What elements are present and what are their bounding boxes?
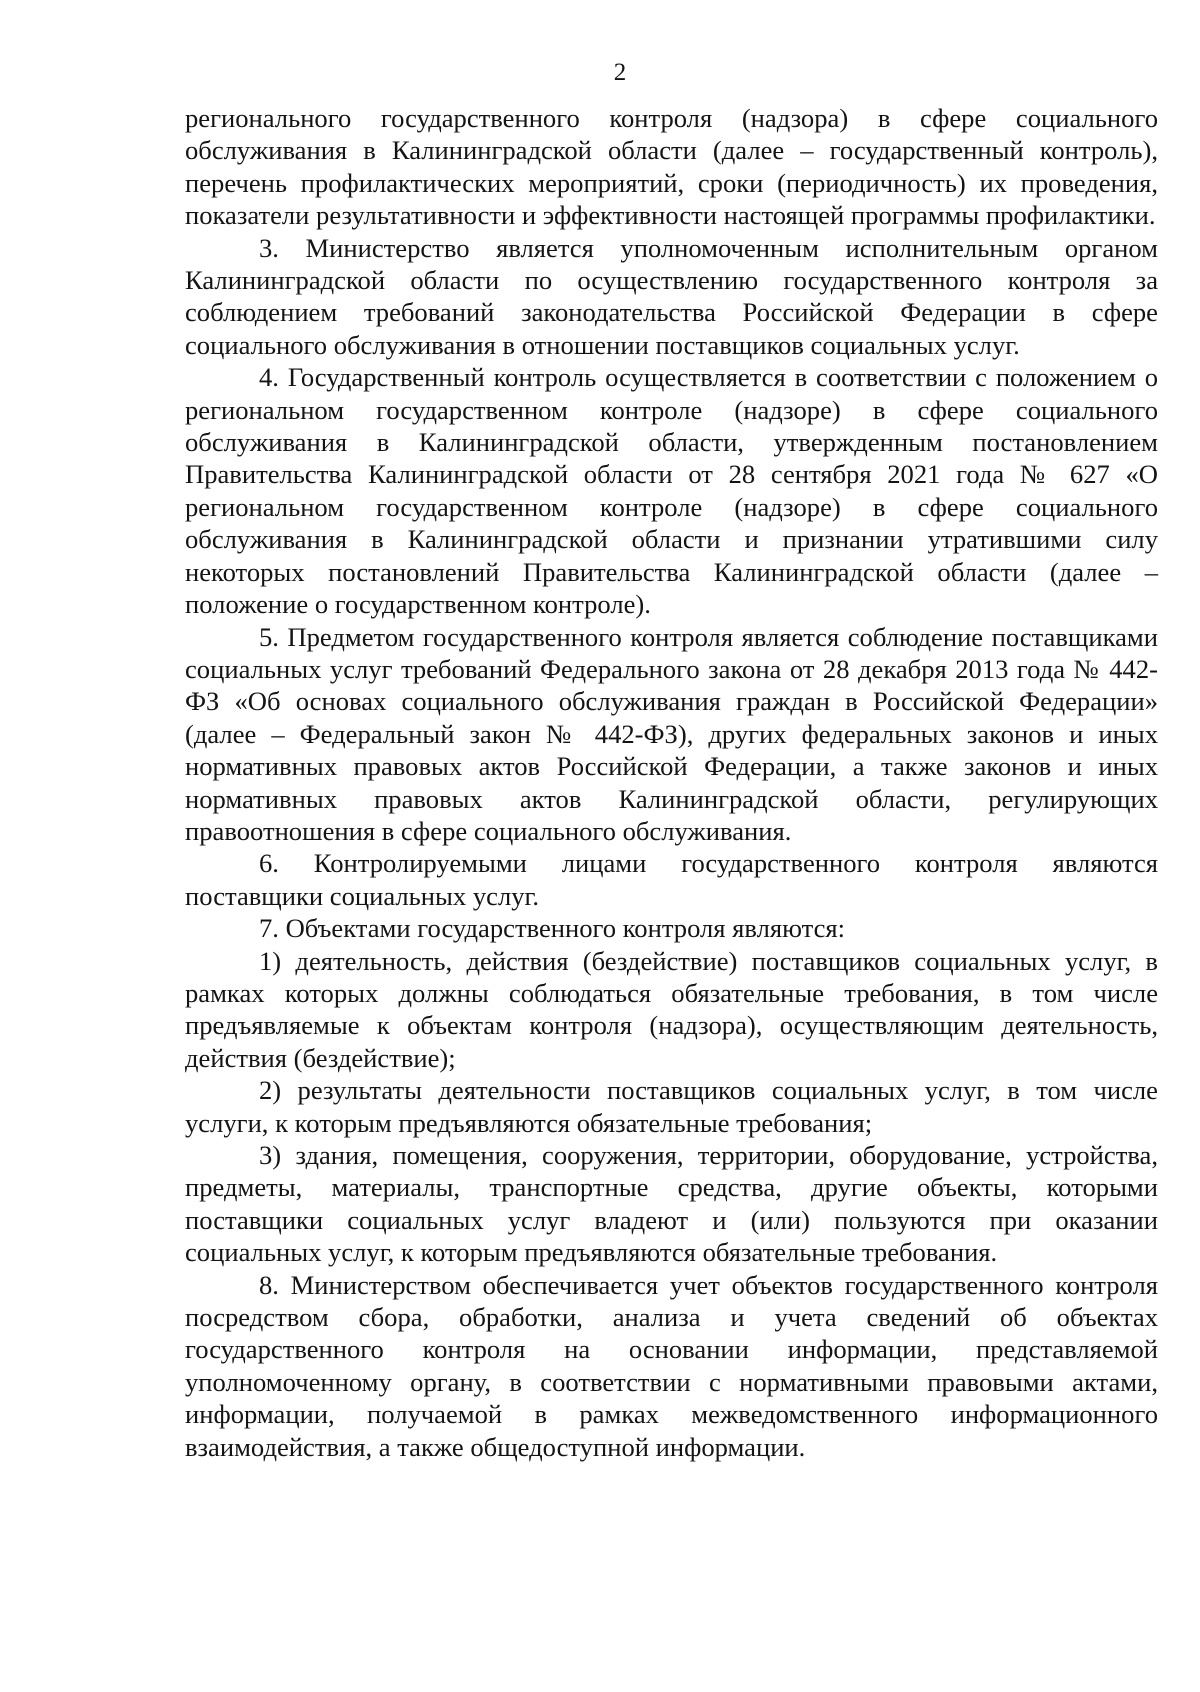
paragraph-item-7-sub-1: 1) деятельность, действия (бездействие) поставщиков социальных услуг, в рамках которых должны соблюдаться обязательные требования, в том числе предъявляемые к объектам контроля (надзора), осуществляющим деятельность, действия (бездействие); [185, 945, 1158, 1073]
paragraph-item-7: 7. Объектами государственного контроля являются: [259, 913, 846, 944]
paragraph-item-6: 6. Контролируемыми лицами государственного контроля являются поставщики социальных услуг. [185, 848, 1158, 911]
paragraph-intro-continuation: регионального государственного контроля (надзора) в сфере социального обслуживания в Калининградской области (далее – государственный контроль), перечень профилактических мероприятий, сроки (периодичность) их проведения, показатели результативности и эффективности настоящей программы профилактики. [185, 103, 1158, 231]
paragraph-item-5: 5. Предметом государственного контроля является соблюдение поставщиками социальных услуг требований Федерального закона от 28 декабря 2013 года № 442-ФЗ «Об основах социального обслуживания граждан в Российской Федерации» (далее – Федеральный закон № 442-ФЗ), других федеральных законов и иных нормативных правовых актов Российской Федерации, а также законов и иных нормативных правовых актов Калининградской области, регулирующих правоотношения в сфере социального обслуживания. [185, 621, 1158, 846]
page-number: 2 [613, 59, 627, 86]
paragraph-item-8: 8. Министерством обеспечивается учет объектов государственного контроля посредством сбора, обработки, анализа и учета сведений об объектах государственного контроля на основании информации, представляемой уполномоченному органу, в соответствии с нормативными правовыми актами, информации, получаемой в рамках межведомственного информационного взаимодействия, а также общедоступной информации. [185, 1269, 1158, 1462]
paragraph-item-3: 3. Министерство является уполномоченным исполнительным органом Калининградской области по осуществлению государственного контроля за соблюдением требований законодательства Российской Федерации в сфере социального обслуживания в отношении поставщиков социальных услуг. [185, 232, 1158, 360]
paragraph-item-7-sub-3: 3) здания, помещения, сооружения, территории, оборудование, устройства, предметы, материалы, транспортные средства, другие объекты, которыми поставщики социальных услуг владеют и (или) пользуются при оказании социальных услуг, к которым предъявляются обязательные требования. [185, 1140, 1158, 1268]
paragraph-item-7-sub-2: 2) результаты деятельности поставщиков социальных услуг, в том числе услуги, к которым предъявляются обязательные требования; [185, 1075, 1158, 1138]
document-body [185, 102, 1158, 1463]
paragraph-item-4: 4. Государственный контроль осуществляется в соответствии с положением о региональном государственном контроле (надзоре) в сфере социального обслуживания в Калининградской области, утвержденным постановлением Правительства Калининградской области от 28 сентября 2021 года № 627 «О региональном государственном контроле (надзоре) в сфере социального обслуживания в Калининградской области и признании утратившими силу некоторых постановлений Правительства Калининградской области (далее – положение о государственном контроле). [185, 362, 1158, 620]
